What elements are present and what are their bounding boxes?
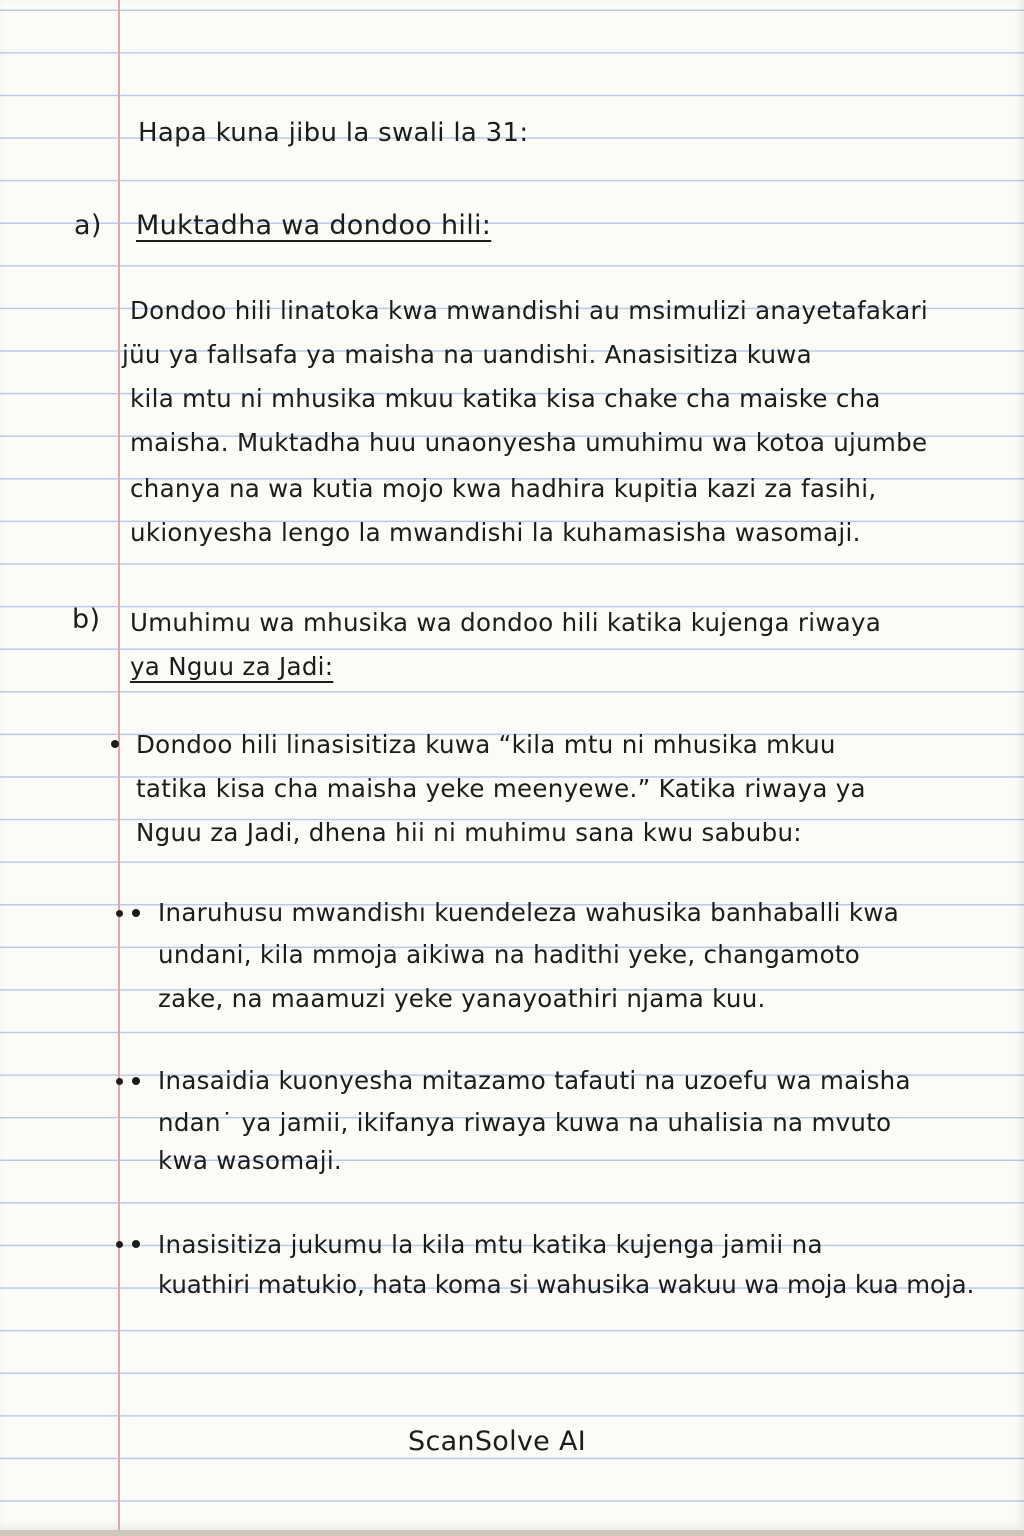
point-line: kuathiri matukio, hata koma si wahusika wakuu wa moja kua moja.	[158, 1270, 975, 1299]
table-surface	[0, 1530, 1024, 1536]
page-title: Hapa kuna jibu la swali la 31:	[138, 118, 529, 148]
point-line: kwa wasomaji.	[158, 1146, 343, 1175]
part-b-label: b)	[72, 604, 101, 635]
bullet-dot-icon	[111, 740, 119, 748]
bullet-dot-icon	[132, 1240, 140, 1248]
point-line: ndan˙ ya jamii, ikifanya riwaya kuwa na uhalisia na mvuto	[158, 1108, 892, 1137]
bullet-dot-icon	[116, 910, 123, 917]
part-b-heading-line: ya Nguu za Jadi:	[130, 652, 334, 681]
part-a-line: chanya na wa kutia mojo kwa hadhira kupitia kazi za fasihi,	[130, 474, 877, 503]
part-a-label: a)	[74, 210, 102, 241]
bullet-dot-icon	[116, 1241, 123, 1248]
margin-line	[118, 0, 120, 1530]
part-a-line: Dondoo hili linatoka kwa mwandishi au msimulizi anayetafakari	[130, 296, 929, 325]
point-line: Inasisitiza jukumu la kila mtu katika kujenga jamii na	[158, 1230, 823, 1259]
bullet-dot-icon	[132, 909, 140, 917]
point-line: zake, na maamuzi yeke yanayoathiri njama kuu.	[158, 984, 766, 1013]
point-line: Inaruhusu mwandishı kuendeleza wahusika banhaballi kwa	[158, 898, 900, 927]
bullet-dot-icon	[116, 1078, 123, 1085]
part-a-line: maisha. Muktadha huu unaonyesha umuhimu wa kotoa ujumbe	[130, 428, 928, 457]
part-a-line: jüu ya fallsafa ya maisha na uandishi. Anasisitiza kuwa	[122, 340, 812, 369]
part-a-line: ukionyesha lengo la mwandishi la kuhamasisha wasomaji.	[130, 518, 861, 547]
part-b-intro-line: Nguu za Jadi, dhena hii ni muhimu sana kwu sabubu:	[136, 818, 802, 847]
bullet-dot-icon	[132, 1077, 140, 1085]
part-b-intro-line: tatika kisa cha maisha yeke meenyewe.” Katika riwaya ya	[136, 774, 866, 803]
part-a-heading: Muktadha wa dondoo hili:	[136, 210, 492, 241]
footer-watermark: ScanSolve AI	[408, 1426, 587, 1457]
point-line: Inasaidia kuonyesha mitazamo tafauti na uzoefu wa maisha	[158, 1066, 911, 1095]
part-b-intro-line: Dondoo hili linasisitiza kuwa “kila mtu ni mhusika mkuu	[136, 730, 836, 759]
part-a-line: kila mtu ni mhusika mkuu katika kisa chake cha maiske cha	[130, 384, 881, 413]
part-b-heading-line: Umuhimu wa mhusika wa dondoo hili katika kujenga riwaya	[130, 608, 882, 637]
point-line: undani, kila mmoja aikiwa na hadithi yeke, changamoto	[158, 940, 861, 969]
